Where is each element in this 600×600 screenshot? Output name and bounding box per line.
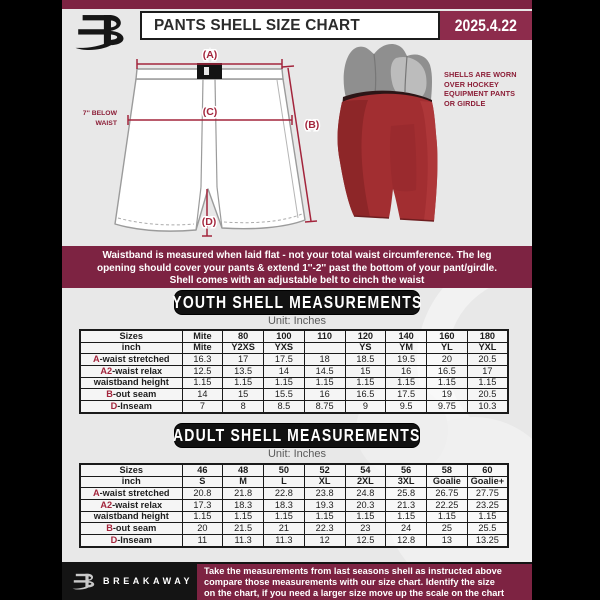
measure-name: -waist stretched bbox=[99, 488, 170, 499]
page-title: PANTS SHELL SIZE CHART bbox=[154, 16, 360, 34]
value-cell: 13.5 bbox=[223, 366, 264, 378]
measure-name: -waist relax bbox=[112, 499, 163, 510]
row-label-cell bbox=[80, 389, 182, 401]
row-label-cell: inch bbox=[80, 342, 182, 354]
row-label-cell bbox=[80, 366, 182, 378]
value-cell: 1.15 bbox=[467, 511, 508, 523]
table-row bbox=[80, 354, 508, 366]
value-cell: 15.5 bbox=[264, 389, 305, 401]
value-cell: 8 bbox=[223, 401, 264, 413]
value-cell: XL bbox=[304, 476, 345, 488]
measure-label-d: (D) bbox=[201, 216, 217, 228]
value-cell: 13.25 bbox=[467, 535, 508, 547]
value-cell: 52 bbox=[304, 464, 345, 476]
row-label-cell bbox=[80, 511, 182, 523]
value-cell: YXL bbox=[467, 342, 508, 354]
banner-line: Waistband is measured when laid flat - not your total waist circumference. The leg bbox=[102, 250, 492, 261]
value-cell: 1.15 bbox=[345, 377, 386, 389]
value-cell: 9.5 bbox=[386, 401, 427, 413]
value-cell: 21.5 bbox=[223, 523, 264, 535]
value-cell: 80 bbox=[223, 330, 264, 342]
table-row bbox=[80, 377, 508, 389]
value-cell: 110 bbox=[304, 330, 345, 342]
value-cell: 1.15 bbox=[182, 511, 223, 523]
value-cell: 24 bbox=[386, 523, 427, 535]
value-cell: 8.5 bbox=[264, 401, 305, 413]
value-cell: 22.25 bbox=[427, 500, 468, 512]
value-cell: 21 bbox=[264, 523, 305, 535]
belt-buckle-icon bbox=[197, 63, 222, 79]
value-cell: 20.5 bbox=[467, 354, 508, 366]
measure-letter: A2 bbox=[100, 365, 113, 376]
row-label-cell bbox=[80, 535, 182, 547]
pants-measurement-diagram bbox=[72, 46, 322, 242]
value-cell: 19.5 bbox=[386, 354, 427, 366]
date-text: 2025.4.22 bbox=[454, 15, 518, 35]
value-cell: 23.8 bbox=[304, 488, 345, 500]
value-cell: 1.15 bbox=[427, 377, 468, 389]
value-cell: Goalie bbox=[427, 476, 468, 488]
value-cell: 1.15 bbox=[304, 511, 345, 523]
row-label-cell bbox=[80, 401, 182, 413]
value-cell: L bbox=[264, 476, 305, 488]
table-row bbox=[80, 366, 508, 378]
value-cell: 21.3 bbox=[386, 500, 427, 512]
brand-name: BREAKAWAY bbox=[103, 576, 194, 586]
value-cell: 20.8 bbox=[182, 488, 223, 500]
value-cell: YL bbox=[427, 342, 468, 354]
value-cell: 16.5 bbox=[345, 389, 386, 401]
value-cell: S bbox=[182, 476, 223, 488]
value-cell: 14.5 bbox=[304, 366, 345, 378]
row-label-cell bbox=[80, 488, 182, 500]
measure-label-b: (B) bbox=[304, 119, 320, 131]
value-cell: Y2XS bbox=[223, 342, 264, 354]
value-cell: 16.5 bbox=[427, 366, 468, 378]
row-label-cell bbox=[80, 377, 182, 389]
table-header-row bbox=[80, 464, 508, 476]
value-cell: 17 bbox=[223, 354, 264, 366]
value-cell: 16 bbox=[304, 389, 345, 401]
row-label-cell bbox=[80, 523, 182, 535]
waistband-info-banner bbox=[62, 246, 532, 288]
value-cell bbox=[304, 342, 345, 354]
youth-measurements-table bbox=[79, 329, 509, 414]
value-cell: Mite bbox=[182, 342, 223, 354]
table-header-row bbox=[80, 476, 508, 488]
date-badge bbox=[440, 11, 532, 40]
table-row bbox=[80, 523, 508, 535]
measure-name: -out seam bbox=[112, 389, 157, 400]
value-cell: 9 bbox=[345, 401, 386, 413]
value-cell: 120 bbox=[345, 330, 386, 342]
waist-note-line1: 7'' BELOW bbox=[82, 110, 117, 117]
adult-unit-label: Unit: Inches bbox=[267, 448, 327, 460]
footer-bar bbox=[62, 562, 532, 600]
value-cell: 1.15 bbox=[223, 377, 264, 389]
adult-measurements-table bbox=[79, 463, 509, 548]
value-cell: 18.3 bbox=[223, 500, 264, 512]
measure-letter: D bbox=[110, 534, 118, 545]
value-cell: YXS bbox=[264, 342, 305, 354]
page-card bbox=[62, 0, 532, 600]
measure-letter: A bbox=[92, 488, 100, 499]
value-cell: Mite bbox=[182, 330, 223, 342]
value-cell: 25.8 bbox=[386, 488, 427, 500]
measure-name: waistband height bbox=[93, 377, 169, 388]
footer-note-line: compare those measurements with our size chart. Identify the size bbox=[204, 576, 495, 588]
value-cell: 11 bbox=[182, 535, 223, 547]
value-cell: 180 bbox=[467, 330, 508, 342]
value-cell: 3XL bbox=[386, 476, 427, 488]
row-label-cell bbox=[80, 354, 182, 366]
value-cell: 21.8 bbox=[223, 488, 264, 500]
value-cell: 25 bbox=[427, 523, 468, 535]
value-cell: 17.3 bbox=[182, 500, 223, 512]
value-cell: Goalie+ bbox=[467, 476, 508, 488]
measure-letter: B bbox=[106, 523, 113, 534]
value-cell: 11.3 bbox=[223, 535, 264, 547]
value-cell: 56 bbox=[386, 464, 427, 476]
value-cell: M bbox=[223, 476, 264, 488]
measure-letter: A2 bbox=[100, 499, 113, 510]
measure-name: -waist relax bbox=[112, 365, 163, 376]
value-cell: 17.5 bbox=[264, 354, 305, 366]
table-row bbox=[80, 500, 508, 512]
value-cell: 19 bbox=[427, 389, 468, 401]
value-cell: 13 bbox=[427, 535, 468, 547]
value-cell: 27.75 bbox=[467, 488, 508, 500]
youth-unit-label: Unit: Inches bbox=[267, 315, 327, 327]
value-cell: 14 bbox=[264, 366, 305, 378]
youth-section-header: YOUTH SHELL MEASUREMENTS bbox=[171, 292, 423, 312]
value-cell: 20 bbox=[427, 354, 468, 366]
value-cell: 8.75 bbox=[304, 401, 345, 413]
value-cell: YM bbox=[386, 342, 427, 354]
value-cell: 2XL bbox=[345, 476, 386, 488]
value-cell: 7 bbox=[182, 401, 223, 413]
value-cell: 1.15 bbox=[223, 511, 264, 523]
measure-label-c: (C) bbox=[202, 106, 218, 118]
value-cell: YS bbox=[345, 342, 386, 354]
value-cell: 16 bbox=[386, 366, 427, 378]
value-cell: 1.15 bbox=[304, 377, 345, 389]
value-cell: 17.5 bbox=[386, 389, 427, 401]
value-cell: 140 bbox=[386, 330, 427, 342]
value-cell: 1.15 bbox=[264, 377, 305, 389]
top-accent-bar bbox=[62, 0, 532, 9]
value-cell: 16.3 bbox=[182, 354, 223, 366]
table-header-row bbox=[80, 342, 508, 354]
measure-name: -Inseam bbox=[117, 400, 152, 411]
shell-note: SHELLS ARE WORN OVER HOCKEY EQUIPMENT PANTS OR GIRDLE bbox=[444, 70, 517, 108]
value-cell: 11.3 bbox=[264, 535, 305, 547]
value-cell: 12.8 bbox=[386, 535, 427, 547]
footer-note-line: on the chart, if you need a larger size move up the scale on the chart bbox=[204, 587, 505, 599]
row-label-cell: Sizes bbox=[80, 464, 182, 476]
table-row bbox=[80, 389, 508, 401]
measure-name: waistband height bbox=[93, 511, 169, 522]
value-cell: 10.3 bbox=[467, 401, 508, 413]
value-cell: 9.75 bbox=[427, 401, 468, 413]
value-cell: 54 bbox=[345, 464, 386, 476]
value-cell: 48 bbox=[223, 464, 264, 476]
value-cell: 1.15 bbox=[264, 511, 305, 523]
value-cell: 1.15 bbox=[386, 377, 427, 389]
value-cell: 24.8 bbox=[345, 488, 386, 500]
value-cell: 100 bbox=[264, 330, 305, 342]
value-cell: 1.15 bbox=[182, 377, 223, 389]
table-row bbox=[80, 511, 508, 523]
measure-letter: B bbox=[106, 389, 113, 400]
waist-note-line2: WAIST bbox=[95, 120, 117, 127]
value-cell: 50 bbox=[264, 464, 305, 476]
measure-letter: A bbox=[92, 354, 100, 365]
value-cell: 12.5 bbox=[182, 366, 223, 378]
value-cell: 1.15 bbox=[386, 511, 427, 523]
footer-note-line: Take the measurements from last seasons shell as instructed above bbox=[204, 566, 502, 577]
value-cell: 46 bbox=[182, 464, 223, 476]
shell-photo bbox=[336, 40, 446, 225]
table-row bbox=[80, 488, 508, 500]
value-cell: 26.75 bbox=[427, 488, 468, 500]
value-cell: 12 bbox=[304, 535, 345, 547]
value-cell: 1.15 bbox=[427, 511, 468, 523]
value-cell: 160 bbox=[427, 330, 468, 342]
row-label-cell: Sizes bbox=[80, 330, 182, 342]
measure-name: -Inseam bbox=[117, 534, 152, 545]
measure-letter: D bbox=[110, 400, 118, 411]
value-cell: 20.3 bbox=[345, 500, 386, 512]
value-cell: 12.5 bbox=[345, 535, 386, 547]
table-header-row bbox=[80, 330, 508, 342]
measure-label-a: (A) bbox=[202, 49, 218, 61]
value-cell: 22.3 bbox=[304, 523, 345, 535]
value-cell: 1.15 bbox=[467, 377, 508, 389]
value-cell: 19.3 bbox=[304, 500, 345, 512]
banner-line: Shell comes with an adjustable belt to cinch the waist bbox=[169, 275, 425, 287]
table-row bbox=[80, 401, 508, 413]
value-cell: 20.5 bbox=[467, 389, 508, 401]
value-cell: 23 bbox=[345, 523, 386, 535]
page-title-box bbox=[140, 11, 440, 40]
value-cell: 15 bbox=[345, 366, 386, 378]
value-cell: 25.5 bbox=[467, 523, 508, 535]
value-cell: 1.15 bbox=[345, 511, 386, 523]
measure-name: -out seam bbox=[112, 523, 157, 534]
row-label-cell: inch bbox=[80, 476, 182, 488]
adult-section-header: ADULT SHELL MEASUREMENTS bbox=[173, 425, 421, 445]
table-row bbox=[80, 535, 508, 547]
footer-note bbox=[197, 564, 532, 600]
value-cell: 20 bbox=[182, 523, 223, 535]
brand-logo bbox=[72, 11, 134, 51]
row-label-cell bbox=[80, 500, 182, 512]
value-cell: 18.5 bbox=[345, 354, 386, 366]
value-cell: 14 bbox=[182, 389, 223, 401]
value-cell: 17 bbox=[467, 366, 508, 378]
value-cell: 22.8 bbox=[264, 488, 305, 500]
banner-line: opening should cover your pants & extend 1''-2'' past the bottom of your pant/girdle. bbox=[96, 262, 497, 274]
brand-logo-small bbox=[71, 569, 99, 593]
value-cell: 15 bbox=[223, 389, 264, 401]
value-cell: 23.25 bbox=[467, 500, 508, 512]
value-cell: 58 bbox=[427, 464, 468, 476]
value-cell: 60 bbox=[467, 464, 508, 476]
measure-name: -waist stretched bbox=[99, 354, 170, 365]
value-cell: 18 bbox=[304, 354, 345, 366]
value-cell: 18.3 bbox=[264, 500, 305, 512]
